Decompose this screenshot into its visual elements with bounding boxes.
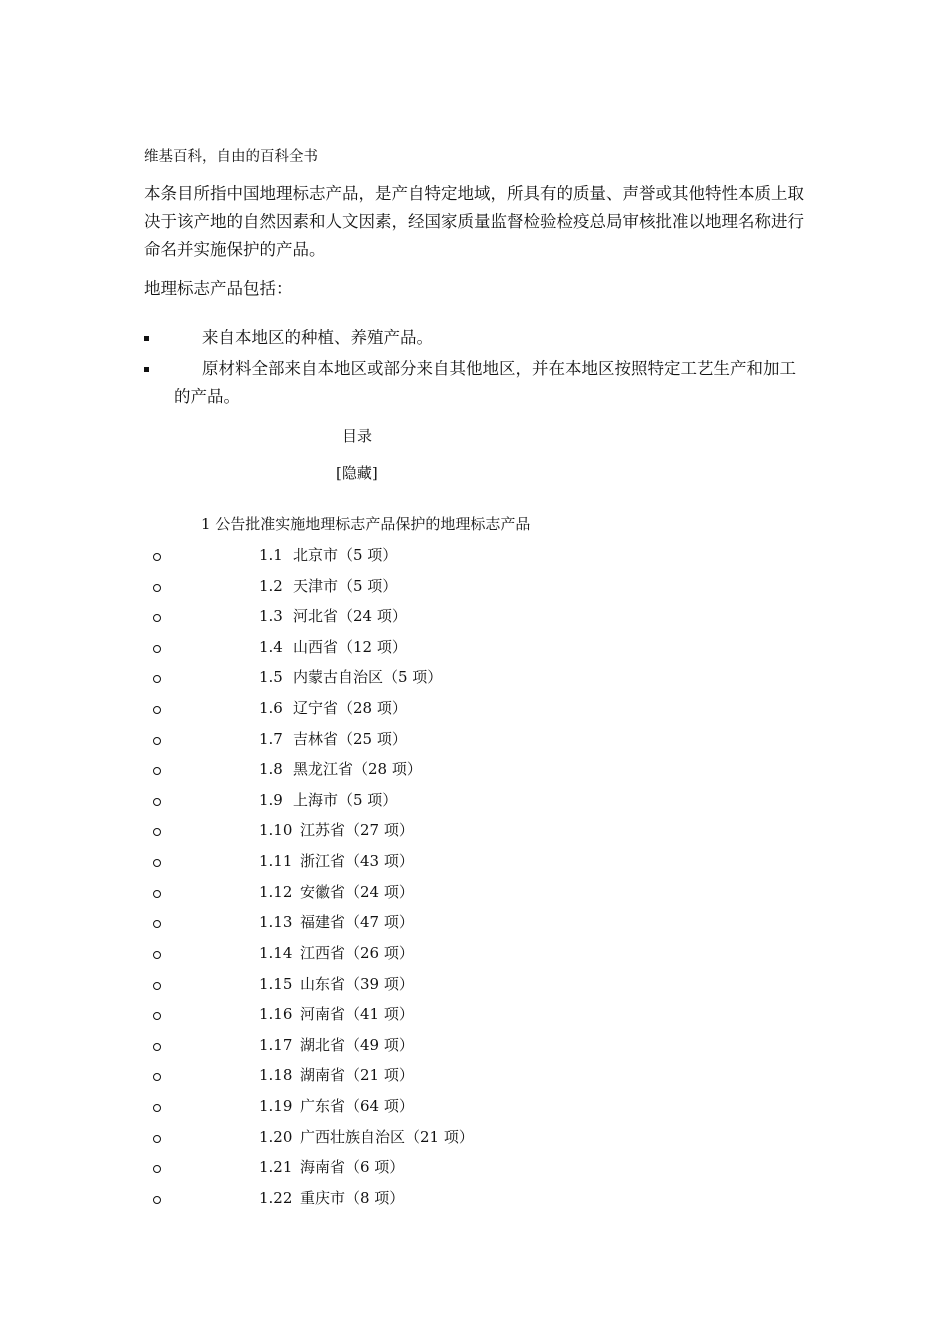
toc-item-label[interactable]: 湖南省（21 项） bbox=[300, 1066, 414, 1085]
toc-item-number: 1.3 bbox=[259, 607, 283, 626]
toc-item-label[interactable]: 江西省（26 项） bbox=[300, 943, 414, 962]
toc-item-number: 1.1 bbox=[259, 546, 283, 564]
circle-bullet-icon bbox=[153, 798, 161, 806]
circle-bullet-icon bbox=[153, 982, 161, 990]
toc-item-number: 1.5 bbox=[259, 668, 283, 687]
toc-item-number: 1.13 bbox=[259, 913, 293, 932]
toc-hide-toggle[interactable]: [隐藏] bbox=[336, 464, 378, 482]
bullet-text: 来自本地区的种植、养殖产品。 bbox=[202, 328, 433, 347]
circle-bullet-icon bbox=[153, 706, 161, 714]
intro-paragraph: 本条目所指中国地理标志产品，是产自特定地域，所具有的质量、声誉或其他特性本质上取决于该产地的自然因素和人文因素，经国家质量监督检验检疫总局审核批准以地理名称进行命名并实施保护的产品。 bbox=[144, 184, 804, 259]
circle-bullet-icon bbox=[153, 614, 161, 622]
square-bullet-icon bbox=[144, 336, 149, 341]
includes-heading: 地理标志产品包括： bbox=[144, 279, 293, 298]
toc-item-label[interactable]: 福建省（47 项） bbox=[300, 913, 414, 932]
toc-item-number: 1.19 bbox=[259, 1096, 293, 1115]
toc-item-number: 1.20 bbox=[259, 1127, 293, 1146]
circle-bullet-icon bbox=[153, 737, 161, 745]
toc-item-number: 1.22 bbox=[259, 1188, 293, 1207]
toc-item-label[interactable]: 江苏省（27 项） bbox=[300, 821, 414, 840]
circle-bullet-icon bbox=[153, 920, 161, 928]
toc-item-label[interactable]: 北京市（5 项） bbox=[293, 546, 398, 564]
toc-item-number: 1.6 bbox=[259, 699, 283, 718]
toc-item-number: 1.12 bbox=[259, 882, 293, 901]
toc-item-number: 1.4 bbox=[259, 637, 283, 656]
toc-item-label[interactable]: 山西省（12 项） bbox=[293, 637, 407, 656]
circle-bullet-icon bbox=[153, 951, 161, 959]
toc-item-number: 1.21 bbox=[259, 1158, 293, 1177]
toc-item-label[interactable]: 湖北省（49 项） bbox=[300, 1035, 414, 1054]
toc-item-label[interactable]: 山东省（39 项） bbox=[300, 974, 414, 993]
toc-item-label[interactable]: 天津市（5 项） bbox=[293, 576, 398, 595]
circle-bullet-icon bbox=[153, 1043, 161, 1051]
circle-bullet-icon bbox=[153, 859, 161, 867]
toc-item-label[interactable]: 广西壮族自治区（21 项） bbox=[300, 1127, 474, 1146]
toc-item-label[interactable]: 安徽省（24 项） bbox=[300, 882, 414, 901]
toc-item-label[interactable]: 重庆市（8 项） bbox=[300, 1188, 405, 1207]
toc-item-number: 1.17 bbox=[259, 1035, 293, 1054]
toc-item-label[interactable]: 河北省（24 项） bbox=[293, 607, 407, 626]
circle-bullet-icon bbox=[153, 553, 161, 561]
circle-bullet-icon bbox=[153, 1196, 161, 1204]
circle-bullet-icon bbox=[153, 767, 161, 775]
circle-bullet-icon bbox=[153, 1104, 161, 1112]
toc-item-number: 1.15 bbox=[259, 974, 293, 993]
toc-item-label[interactable]: 辽宁省（28 项） bbox=[293, 699, 407, 718]
toc-item-label[interactable]: 内蒙古自治区（5 项） bbox=[293, 668, 443, 687]
circle-bullet-icon bbox=[153, 584, 161, 592]
toc-item-number: 1.9 bbox=[259, 790, 283, 809]
circle-bullet-icon bbox=[153, 1165, 161, 1173]
toc-item-label[interactable]: 河南省（41 项） bbox=[300, 1005, 414, 1024]
circle-bullet-icon bbox=[153, 675, 161, 683]
toc-item-label[interactable]: 黑龙江省（28 项） bbox=[293, 760, 422, 779]
toc-title: 目录 bbox=[342, 427, 373, 445]
toc-item-number: 1.18 bbox=[259, 1066, 293, 1085]
toc-item-number: 1.16 bbox=[259, 1005, 293, 1024]
tagline: 维基百科，自由的百科全书 bbox=[144, 149, 318, 165]
circle-bullet-icon bbox=[153, 890, 161, 898]
toc-item-number: 1.8 bbox=[259, 760, 283, 779]
toc-item-number: 1.7 bbox=[259, 729, 283, 748]
toc-item-number: 1.2 bbox=[259, 576, 283, 595]
toc-item-label[interactable]: 海南省（6 项） bbox=[300, 1158, 405, 1177]
circle-bullet-icon bbox=[153, 828, 161, 836]
toc-item-number: 1.11 bbox=[259, 852, 293, 871]
toc-item-label[interactable]: 浙江省（43 项） bbox=[300, 852, 414, 871]
toc-item-number: 1.10 bbox=[259, 821, 293, 840]
toc-section-link[interactable]: 1 公告批准实施地理标志产品保护的地理标志产品 bbox=[201, 515, 531, 533]
toc-item-number: 1.14 bbox=[259, 943, 293, 962]
circle-bullet-icon bbox=[153, 1135, 161, 1143]
toc-item-label[interactable]: 广东省（64 项） bbox=[300, 1096, 414, 1115]
toc-item-label[interactable]: 上海市（5 项） bbox=[293, 790, 398, 809]
bullet-text: 原材料全部来自本地区或部分来自其他地区，并在本地区按照特定工艺生产和加工的产品。 bbox=[174, 359, 796, 406]
toc-item-label[interactable]: 吉林省（25 项） bbox=[293, 729, 407, 748]
circle-bullet-icon bbox=[153, 1073, 161, 1081]
circle-bullet-icon bbox=[153, 645, 161, 653]
circle-bullet-icon bbox=[153, 1012, 161, 1020]
square-bullet-icon bbox=[144, 367, 149, 372]
